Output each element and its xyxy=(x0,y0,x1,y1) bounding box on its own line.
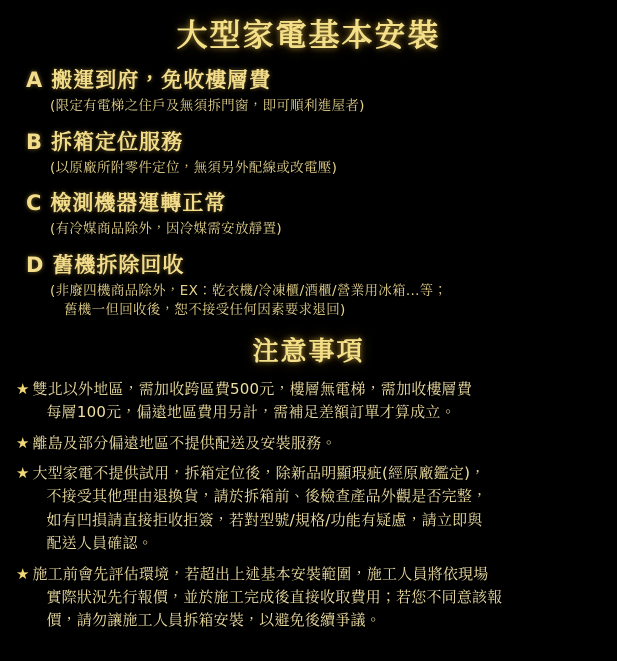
service-item-b-note: (以原廠所附零件定位，無須另外配線或改電壓) xyxy=(50,159,338,176)
star-icon: ★ xyxy=(16,564,30,583)
notice-item-4-line-3: 價，請勿讓施工人員拆箱安裝，以避免後續爭議。 xyxy=(46,611,381,630)
service-item-d xyxy=(26,249,603,321)
service-item-d-note-line1: (非廢四機商品除外，EX：乾衣機/冷凍櫃/酒櫃/營業用冰箱...等； xyxy=(50,282,448,299)
notice-item-3-line-4: 配送人員確認。 xyxy=(46,534,153,553)
service-item-b-letter: B xyxy=(26,129,43,154)
service-item-b-heading: 拆箱定位服務 xyxy=(51,129,184,154)
service-item-a-letter: A xyxy=(26,68,43,92)
service-item-a-heading: 搬運到府，免收樓層費 xyxy=(51,68,272,92)
notice-item-4 xyxy=(16,563,605,633)
star-icon: ★ xyxy=(16,433,30,452)
service-item-c xyxy=(26,187,603,240)
service-item-b-head xyxy=(26,126,603,156)
notice-item-4-text xyxy=(32,563,502,633)
notice-item-4-line-2: 實際狀況先行報價，並於施工完成後直接收取費用；若您不同意該報 xyxy=(46,587,503,606)
service-item-d-head xyxy=(26,249,603,279)
star-icon: ★ xyxy=(16,379,30,398)
page-title: 大型家電基本安裝 xyxy=(176,18,441,54)
notice-item-2 xyxy=(16,432,605,455)
service-item-c-head xyxy=(26,187,603,217)
notice-item-3-line-3: 如有凹損請直接拒收拒簽，若對型號/規格/功能有疑慮，請立即與 xyxy=(46,510,483,529)
service-item-c-letter: C xyxy=(26,191,42,216)
star-icon: ★ xyxy=(16,463,30,482)
service-item-d-note-line2: 舊機一但回收後，恕不接受任何因素要求退回) xyxy=(64,302,346,319)
service-item-a-note: (限定有電梯之住戶及無須拆門窗，即可順利進屋者) xyxy=(50,98,365,114)
notice-item-4-line-1: 施工前會先評估環境，若超出上述基本安裝範圍，施工人員將依現場 xyxy=(32,564,489,583)
notice-item-1-text xyxy=(32,378,472,425)
notice-item-1-line-2: 每層100元，偏遠地區費用另計，需補足差額訂單才算成立。 xyxy=(46,403,456,422)
service-item-list xyxy=(0,64,617,321)
notice-item-1 xyxy=(16,378,605,425)
notice-item-1-line-1: 雙北以外地區，需加收跨區費500元，樓層無電梯，需加收樓層費 xyxy=(32,379,473,398)
notice-item-3-line-1: 大型家電不提供試用，拆箱定位後，除新品明顯瑕疵(經原廠鑑定)， xyxy=(32,463,486,482)
notice-item-2-line-1: 離島及部分偏遠地區不提供配送及安裝服務。 xyxy=(32,433,337,452)
notice-title: 注意事項 xyxy=(252,336,365,367)
service-item-a-head xyxy=(26,64,603,94)
service-item-c-note: (有冷媒商品除外，因冷媒需安放靜置) xyxy=(50,221,282,238)
notice-item-3-line-2: 不接受其他理由退換貨，請於拆箱前、後檢查產品外觀是否完整， xyxy=(46,487,488,506)
service-item-d-letter: D xyxy=(26,252,44,277)
notice-list xyxy=(0,378,617,633)
service-item-d-note xyxy=(50,282,603,321)
service-item-a xyxy=(26,64,603,117)
notice-item-3 xyxy=(16,462,605,556)
service-item-b xyxy=(26,126,603,179)
service-item-d-heading: 舊機拆除回收 xyxy=(52,252,185,277)
notice-item-3-text xyxy=(32,462,487,556)
service-item-c-heading: 檢測機器運轉正常 xyxy=(50,191,227,216)
notice-item-2-text xyxy=(32,432,336,455)
